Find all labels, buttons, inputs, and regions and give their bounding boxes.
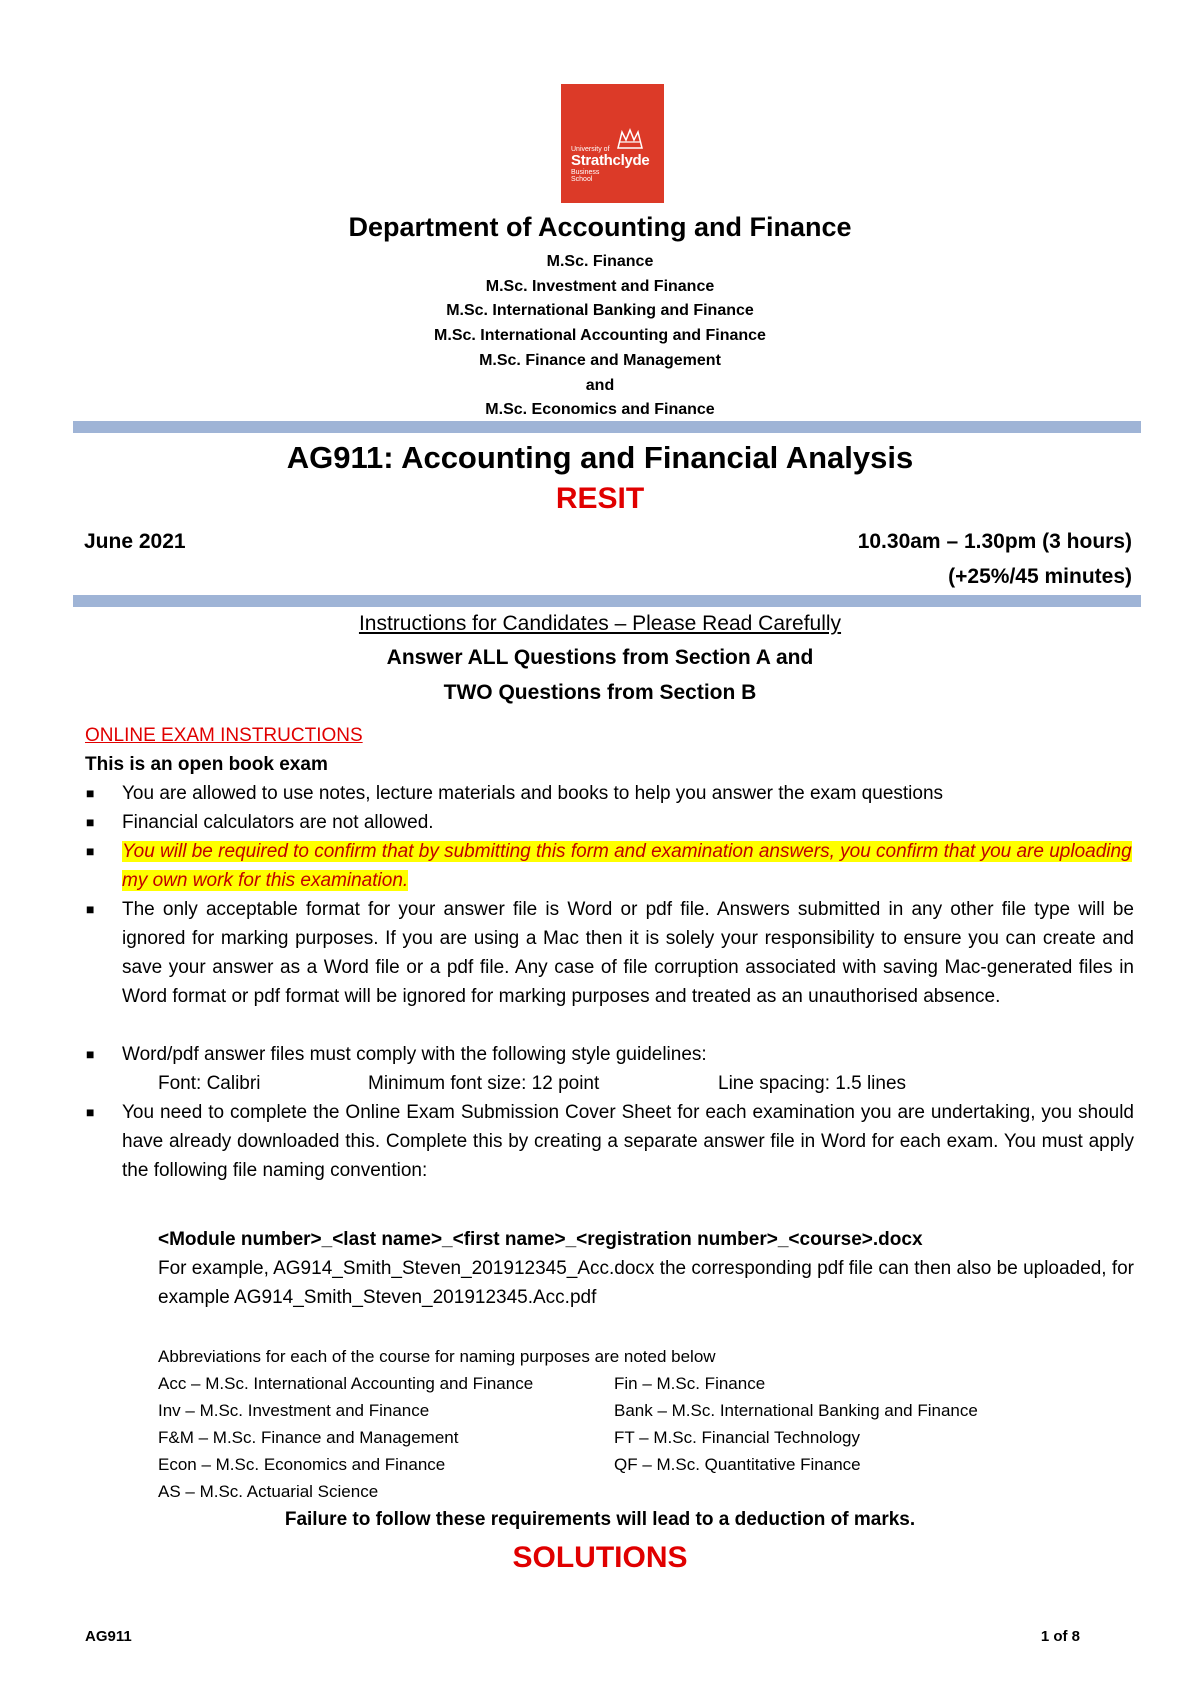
style-font: Font: Calibri — [158, 1073, 261, 1094]
programme-item: M.Sc. Finance and Management — [479, 351, 721, 369]
bullet-cover-sheet: You need to complete the Online Exam Submission Cover Sheet for each examination you are undertaking, you should have already downloaded this. Complete this by creating a separate answer file in Word for each exam. You must apply the following file naming convention: — [122, 1102, 1134, 1181]
abbreviation-item: Fin – M.Sc. Finance — [614, 1374, 766, 1393]
bullet-file-format: The only acceptable format for your answer file is Word or pdf file. Answers submitted in any other file type will be ignored for marking purposes. If you are using a Mac then it is solely your responsibility to ensure you can create and save your answer as a Word file or a pdf file. Any case of file corruption associated with saving Mac-generated files in Word format or pdf format will be ignored for marking purposes and treated as an unauthorised absence. — [122, 899, 1134, 1007]
divider-band-bottom — [73, 595, 1141, 607]
exam-title: AG911: Accounting and Financial Analysis — [286, 440, 914, 475]
exam-time: 10.30am – 1.30pm (3 hours) — [857, 530, 1132, 553]
programme-item: M.Sc. Economics and Finance — [485, 401, 715, 419]
bullet-icon: ■ — [86, 901, 95, 917]
instructions-line1: Answer ALL Questions from Section A and — [386, 646, 814, 669]
bullet-confirmation — [122, 837, 1142, 895]
open-book-note: This is an open book exam — [85, 754, 328, 775]
resit-label: RESIT — [555, 482, 645, 515]
programme-item: and — [585, 376, 615, 394]
naming-example: For example, AG914_Smith_Steven_201912345_Acc.docx the corresponding pdf file can then also be uploaded, for example AG914_Smith_Steven_201912345.Acc.pdf — [158, 1258, 1134, 1308]
highlighted-confirmation-text: You will be required to confirm that by submitting this form and examination answers, you confirm that you are uploading my own work for this examination. — [122, 841, 1132, 891]
exam-date: June 2021 — [84, 530, 186, 553]
abbreviations-intro: Abbreviations for each of the course for naming purposes are noted below — [158, 1347, 716, 1366]
abbreviation-item: Bank – M.Sc. International Banking and Finance — [614, 1401, 978, 1420]
programme-item: M.Sc. International Accounting and Finance — [434, 327, 766, 345]
style-spacing: Line spacing: 1.5 lines — [718, 1073, 907, 1094]
footer-module-code: AG911 — [85, 1628, 132, 1645]
solutions-label: SOLUTIONS — [512, 1541, 688, 1574]
naming-convention: <Module number>_<last name>_<first name>_<registration number>_<course>.docx — [158, 1229, 923, 1250]
programme-item: M.Sc. Investment and Finance — [485, 277, 715, 295]
failure-warning: Failure to follow these requirements will lead to a deduction of marks. — [284, 1509, 916, 1530]
bullet-icon: ■ — [86, 1104, 95, 1120]
logo-line3: Business — [571, 169, 600, 177]
abbreviations-left-column — [158, 1370, 533, 1505]
style-size: Minimum font size: 12 point — [368, 1073, 600, 1094]
abbreviations-right-column — [614, 1370, 978, 1478]
bullet-icon: ■ — [86, 1046, 95, 1062]
programme-list — [0, 250, 1200, 423]
bullet-icon: ■ — [86, 785, 95, 801]
instructions-line2: TWO Questions from Section B — [443, 681, 757, 704]
programme-item: M.Sc. Finance — [546, 253, 654, 270]
abbreviation-item: AS – M.Sc. Actuarial Science — [158, 1482, 379, 1501]
abbreviation-item: Acc – M.Sc. International Accounting and Finance — [158, 1374, 534, 1393]
bullet-notes: You are allowed to use notes, lecture materials and books to help you answer the exam questions — [122, 783, 944, 804]
online-instructions-heading: ONLINE EXAM INSTRUCTIONS — [85, 725, 363, 746]
footer-page-number: 1 of 8 — [1040, 1628, 1080, 1645]
abbreviation-item: Econ – M.Sc. Economics and Finance — [158, 1455, 446, 1474]
logo-wordmark — [571, 146, 649, 184]
logo-line2: Strathclyde — [571, 152, 650, 170]
programme-item: M.Sc. International Banking and Finance — [446, 302, 754, 320]
logo-line4: School — [571, 176, 593, 184]
abbreviation-item: Inv – M.Sc. Investment and Finance — [158, 1401, 430, 1420]
bullet-style-guidelines: Word/pdf answer files must comply with the following style guidelines: — [122, 1044, 707, 1065]
divider-band-top — [73, 421, 1141, 433]
abbreviation-item: QF – M.Sc. Quantitative Finance — [614, 1455, 861, 1474]
bullet-icon: ■ — [86, 843, 95, 859]
university-logo — [561, 84, 664, 203]
logo-line1: University of — [571, 146, 610, 153]
abbreviation-item: F&M – M.Sc. Finance and Management — [158, 1428, 459, 1447]
abbreviation-item: FT – M.Sc. Financial Technology — [614, 1428, 860, 1447]
department-heading: Department of Accounting and Finance — [348, 212, 852, 242]
instructions-heading: Instructions for Candidates – Please Read Carefully — [358, 612, 842, 635]
bullet-calculators: Financial calculators are not allowed. — [122, 812, 434, 833]
bullet-icon: ■ — [86, 814, 95, 830]
exam-extra-time: (+25%/45 minutes) — [948, 565, 1132, 588]
